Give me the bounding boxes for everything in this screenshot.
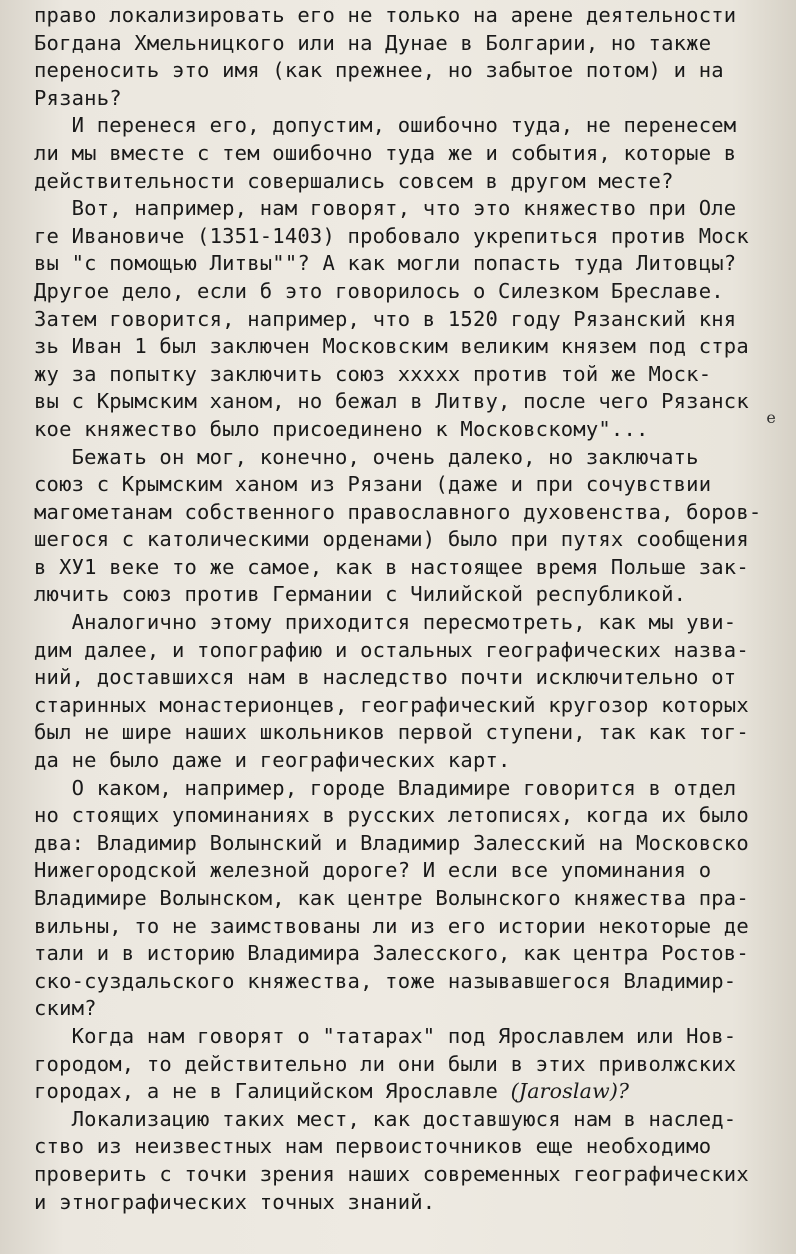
- text-line: старинных монастерионцев, географический кругозор которых: [34, 692, 749, 717]
- text-line: право локализировать его не только на арене деятельности: [34, 3, 737, 27]
- text-line: Локализацию таких мест, как доставшуюся нам в наслед-: [34, 1106, 737, 1131]
- text-line: Когда нам говорят о "татарах" под Ярославлем или Нов-: [34, 1023, 737, 1048]
- text-line: магометанам собственного православного духовенства, боров-: [34, 499, 762, 524]
- text-line: был не шире наших школьников первой ступени, так как тог-: [34, 720, 749, 745]
- text-line: Вот, например, нам говорят, что это княжество при Оле: [34, 196, 737, 221]
- text-line: Нижегородской железной дороге? И если все упоминания о: [34, 858, 712, 883]
- text-line: и этнографических точных знаний.: [34, 1189, 436, 1214]
- text-line: городах, а не в Галицийском Ярославле (Jaroslaw)?: [34, 1079, 630, 1104]
- text-line: лючить союз против Германии с Чилийской республикой.: [34, 582, 687, 607]
- text-line: два: Владимир Волынский и Владимир Залесский на Московско: [34, 830, 749, 855]
- handwritten-note: (Jaroslaw)?: [510, 1079, 630, 1104]
- text-line: союз с Крымским ханом из Рязани (даже и при сочувствии: [34, 472, 712, 497]
- text-line: зь Иван 1 был заключен Московским великим князем под стра: [34, 334, 749, 359]
- text-line: вильны, то не заимствованы ли из его истории некоторые де: [34, 913, 749, 938]
- margin-mark: е: [766, 408, 776, 427]
- text-line: городом, то действительно ли они были в этих приволжских: [34, 1051, 737, 1076]
- text-line: О каком, например, городе Владимире говорится в отдел: [34, 775, 737, 800]
- text-line: тали и в историю Владимира Залесского, как центра Ростов-: [34, 941, 749, 966]
- text-line: вы с Крымским ханом, но бежал в Литву, после чего Рязанск: [34, 389, 749, 414]
- text-line: переносить это имя (как прежнее, но забытое потом) и на: [34, 58, 724, 83]
- text-line: Владимире Волынском, как центре Волынского княжества пра-: [34, 886, 749, 910]
- text-line: но стоящих упоминаниях в русских летописях, когда их было: [34, 803, 749, 828]
- text-line: да не было даже и географических карт.: [34, 748, 511, 773]
- text-line: ство из неизвестных нам первоисточников еще необходимо: [34, 1134, 712, 1159]
- text-line: И перенеся его, допустим, ошибочно туда, не перенесем: [34, 113, 737, 138]
- text-line: жу за попытку заключить союз xxxxx против той же Моск-: [34, 361, 712, 386]
- text-line: проверить с точки зрения наших современных географических: [34, 1161, 749, 1186]
- text-line: ний, доставшихся нам в наследство почти исключительно от: [34, 665, 737, 690]
- text-line: дим далее, и топографию и остальных географических назва-: [34, 637, 749, 662]
- text-line: ским?: [34, 996, 97, 1021]
- document-body: [34, 2, 790, 1216]
- text-line: кое княжество было присоединено к Московскому"...: [34, 416, 649, 441]
- text-line: ге Ивановиче (1351-1403) пробовало укрепиться против Моск: [34, 223, 749, 248]
- text-line: Богдана Хмельницкого или на Дунае в Болгарии, но также: [34, 30, 712, 55]
- text-line: Другое дело, если б это говорилось о Силезком Бреславе.: [34, 278, 724, 303]
- text-line: действительности совершались совсем в другом месте?: [34, 168, 674, 193]
- text-line: шегося с католическими орденами) было при путях сообщения: [34, 527, 749, 552]
- text-line: Бежать он мог, конечно, очень далеко, но заключать: [34, 444, 699, 469]
- text-line: Аналогично этому приходится пересмотреть, как мы уви-: [34, 610, 737, 635]
- text-line: ли мы вместе с тем ошибочно туда же и события, которые в: [34, 140, 737, 165]
- text-line: Рязань?: [34, 85, 122, 110]
- text-line: Затем говорится, например, что в 1520 году Рязанский кня: [34, 306, 737, 331]
- text-line: в ХУ1 веке то же самое, как в настоящее время Польше зак-: [34, 554, 749, 579]
- text-line: ско-суздальского княжества, тоже называвшегося Владимир-: [34, 968, 737, 993]
- text-line: вы "с помощью Литвы""? А как могли попасть туда Литовцы?: [34, 251, 737, 276]
